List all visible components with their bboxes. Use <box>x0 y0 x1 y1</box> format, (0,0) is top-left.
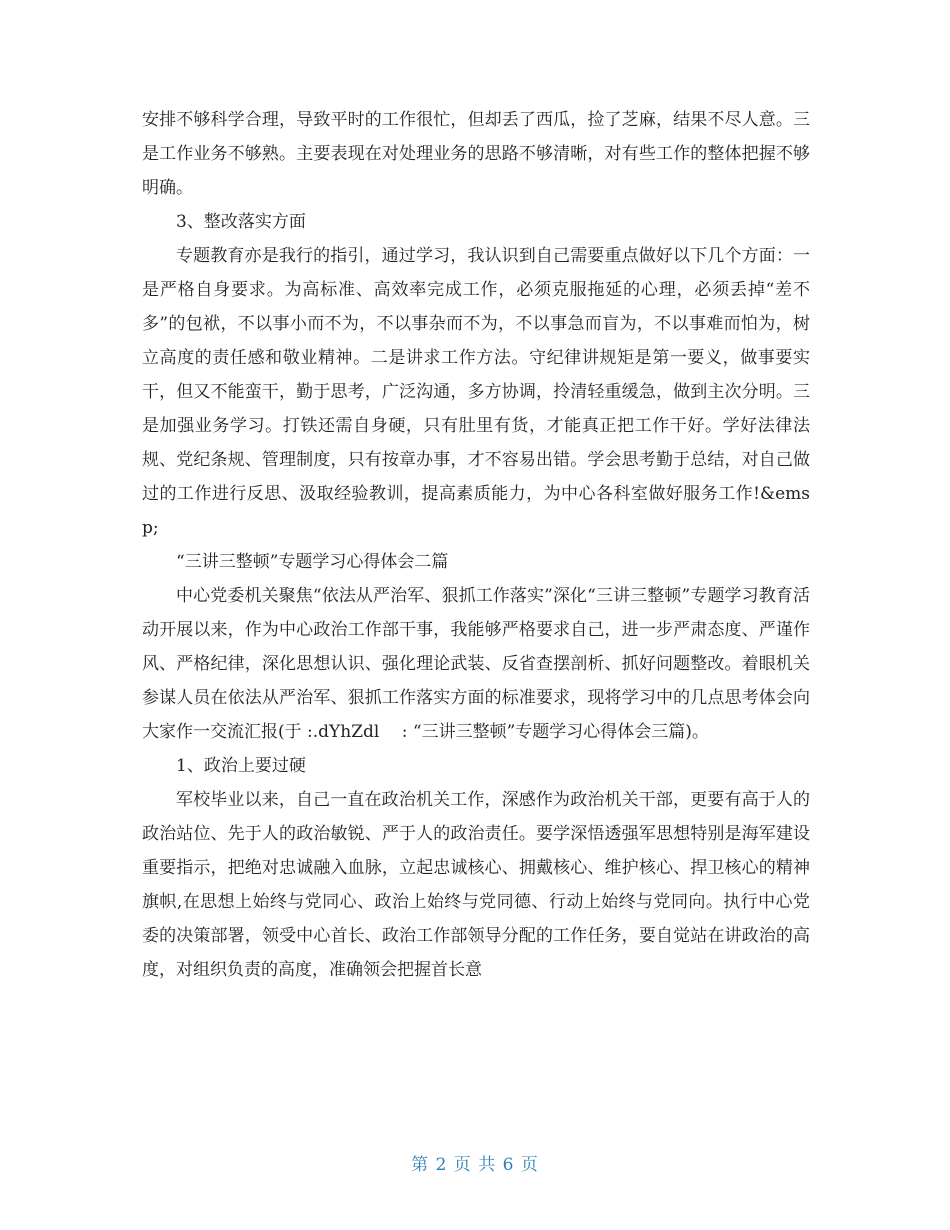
paragraph-intro-second: 中心党委机关聚焦“依法从严治军、狠抓工作落实”深化“三讲三整顿”专题学习教育活动开展以来，作为中心政治工作部干事，我能够严格要求自己，进一步严肃态度、严谨作风、严格纪律，深化思想认识、强化理论武装、反省查摆剖析、抓好问题整改。着眼机关参谋人员在依法从严治军、狠抓工作落实方面的标准要求，现将学习中的几点思考体会向大家作一交流汇报(于 :.dYhZdl : “三讲三整顿”专题学习心得体会三篇)。 <box>142 586 810 742</box>
paragraph-political: 军校毕业以来，自己一直在政治机关工作，深感作为政治机关干部，更要有高于人的政治站位、先于人的政治敏锐、严于人的政治责任。要学深悟透强军思想特别是海军建设重要指示，把绝对忠诚融入血脉，立起忠诚核心、拥戴核心、维护核心、捍卫核心的精神旗帜,在思想上始终与党同心、政治上始终与党同德、行动上始终与党同向。执行中心党委的决策部署，领受中心首长、政治工作部领导分配的工作任务，要自觉站在讲政治的高度，对组织负责的高度，准确领会把握首长意 <box>142 790 810 980</box>
article-title-second: “三讲三整顿”专题学习心得体会二篇 <box>176 552 449 572</box>
document-body <box>142 103 810 987</box>
section-heading-rectification: 3、整改落实方面 <box>176 212 306 232</box>
page-number-footer: 第 2 页 共 6 页 <box>411 1155 539 1175</box>
section-heading-political: 1、政治上要过硬 <box>176 756 306 776</box>
paragraph-rectification: 专题教育亦是我行的指引，通过学习，我认识到自己需要重点做好以下几个方面：一是严格自身要求。为高标准、高效率完成工作，必须克服拖延的心理，必须丢掉“差不多”的包袱，不以事小而不为，不以事杂而不为，不以事急而盲为，不以事难而怕为，树立高度的责任感和敬业精神。二是讲求工作方法。守纪律讲规矩是第一要义，做事要实干，但又不能蛮干，勤于思考，广泛沟通，多方协调，拎清轻重缓急，做到主次分明。三是加强业务学习。打铁还需自身硬，只有肚里有货，才能真正把工作干好。学好法律法规、党纪条规、管理制度，只有按章办事，才不容易出错。学会思考勤于总结，对自己做过的工作进行反思、汲取经验教训，提高素质能力，为中心各科室做好服务工作!&emsp; <box>142 246 810 538</box>
paragraph-continuation: 安排不够科学合理，导致平时的工作很忙，但却丢了西瓜，捡了芝麻，结果不尽人意。三是工作业务不够熟。主要表现在对处理业务的思路不够清晰，对有些工作的整体把握不够明确。 <box>142 110 810 198</box>
